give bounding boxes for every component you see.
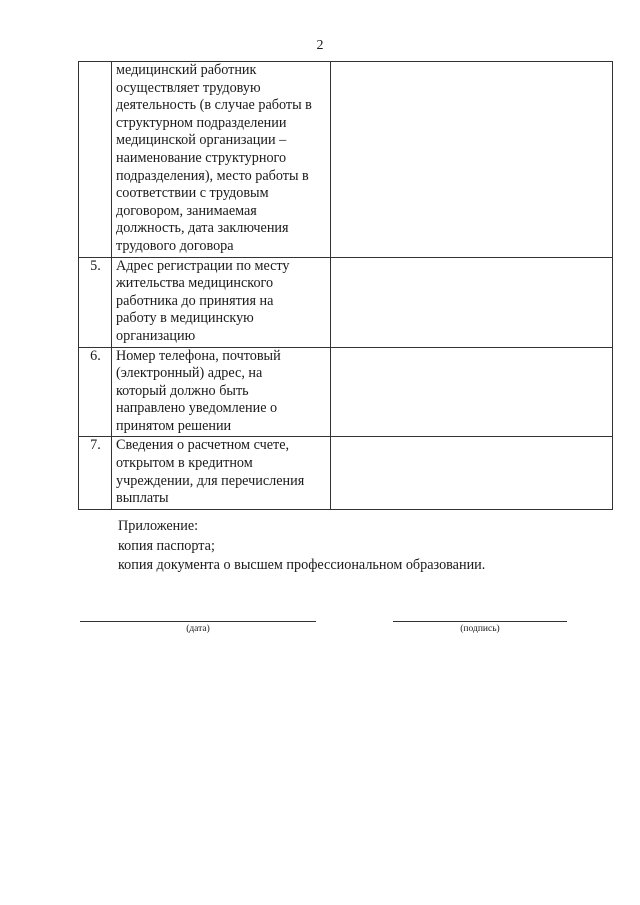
label-line: (электронный) адрес, на <box>116 365 263 382</box>
page-number: 2 <box>316 38 324 53</box>
row-label <box>112 347 331 437</box>
table-row <box>79 62 613 258</box>
table-row <box>79 437 613 509</box>
row-label <box>112 437 331 509</box>
label-line: медицинской организации – <box>116 132 287 149</box>
label-line: соответствии с трудовым <box>116 185 269 202</box>
table-row <box>79 347 613 437</box>
label-line: медицинский работник <box>116 62 257 78</box>
label-line: жительства медицинского <box>116 275 274 292</box>
appendix-title: Приложение: <box>118 518 199 534</box>
label-line: который должно быть <box>116 382 249 399</box>
label-line: работника до принятия на <box>116 292 274 309</box>
label-line: Сведения о расчетном счете, <box>116 437 290 454</box>
label-line: деятельность (в случае работы в <box>116 97 312 114</box>
row-label <box>112 62 331 258</box>
row-value-cell <box>331 257 613 347</box>
row-label <box>112 257 331 347</box>
label-line: Номер телефона, почтовый <box>116 347 281 364</box>
label-line: Адрес регистрации по месту <box>116 257 290 274</box>
date-field <box>80 621 316 634</box>
date-line <box>80 621 316 622</box>
label-line: трудового договора <box>116 237 234 254</box>
label-line: направлено уведомление о <box>116 400 278 417</box>
appendix-item: копия паспорта; <box>118 537 215 554</box>
label-line: осуществляет трудовую <box>116 79 261 96</box>
signature-caption: (подпись) <box>460 624 500 634</box>
row-number: 5. <box>79 257 112 347</box>
label-line: работу в медицинскую <box>116 310 254 327</box>
signature-line <box>393 621 567 622</box>
label-line: открытом в кредитном <box>116 455 253 472</box>
label-line: принятом решении <box>116 417 232 434</box>
label-line: организацию <box>116 327 196 344</box>
label-line: наименование структурного <box>116 149 287 166</box>
label-line: подразделения), место работы в <box>116 167 309 184</box>
row-value-cell <box>331 62 613 258</box>
appendix-section <box>118 517 485 576</box>
table-row <box>79 257 613 347</box>
appendix-item: копия документа о высшем профессиональном образовании. <box>118 557 486 573</box>
label-line: договором, занимаемая <box>116 202 257 219</box>
row-value-cell <box>331 437 613 509</box>
signature-field <box>393 621 567 634</box>
application-form-table <box>78 61 613 510</box>
label-line: структурном подразделении <box>116 114 287 131</box>
row-number <box>79 62 112 258</box>
row-number: 7. <box>79 437 112 509</box>
label-line: должность, дата заключения <box>116 220 289 237</box>
row-value-cell <box>331 347 613 437</box>
date-caption: (дата) <box>186 624 210 634</box>
label-line: учреждении, для перечисления <box>116 472 305 489</box>
label-line: выплаты <box>116 490 169 507</box>
row-number: 6. <box>79 347 112 437</box>
